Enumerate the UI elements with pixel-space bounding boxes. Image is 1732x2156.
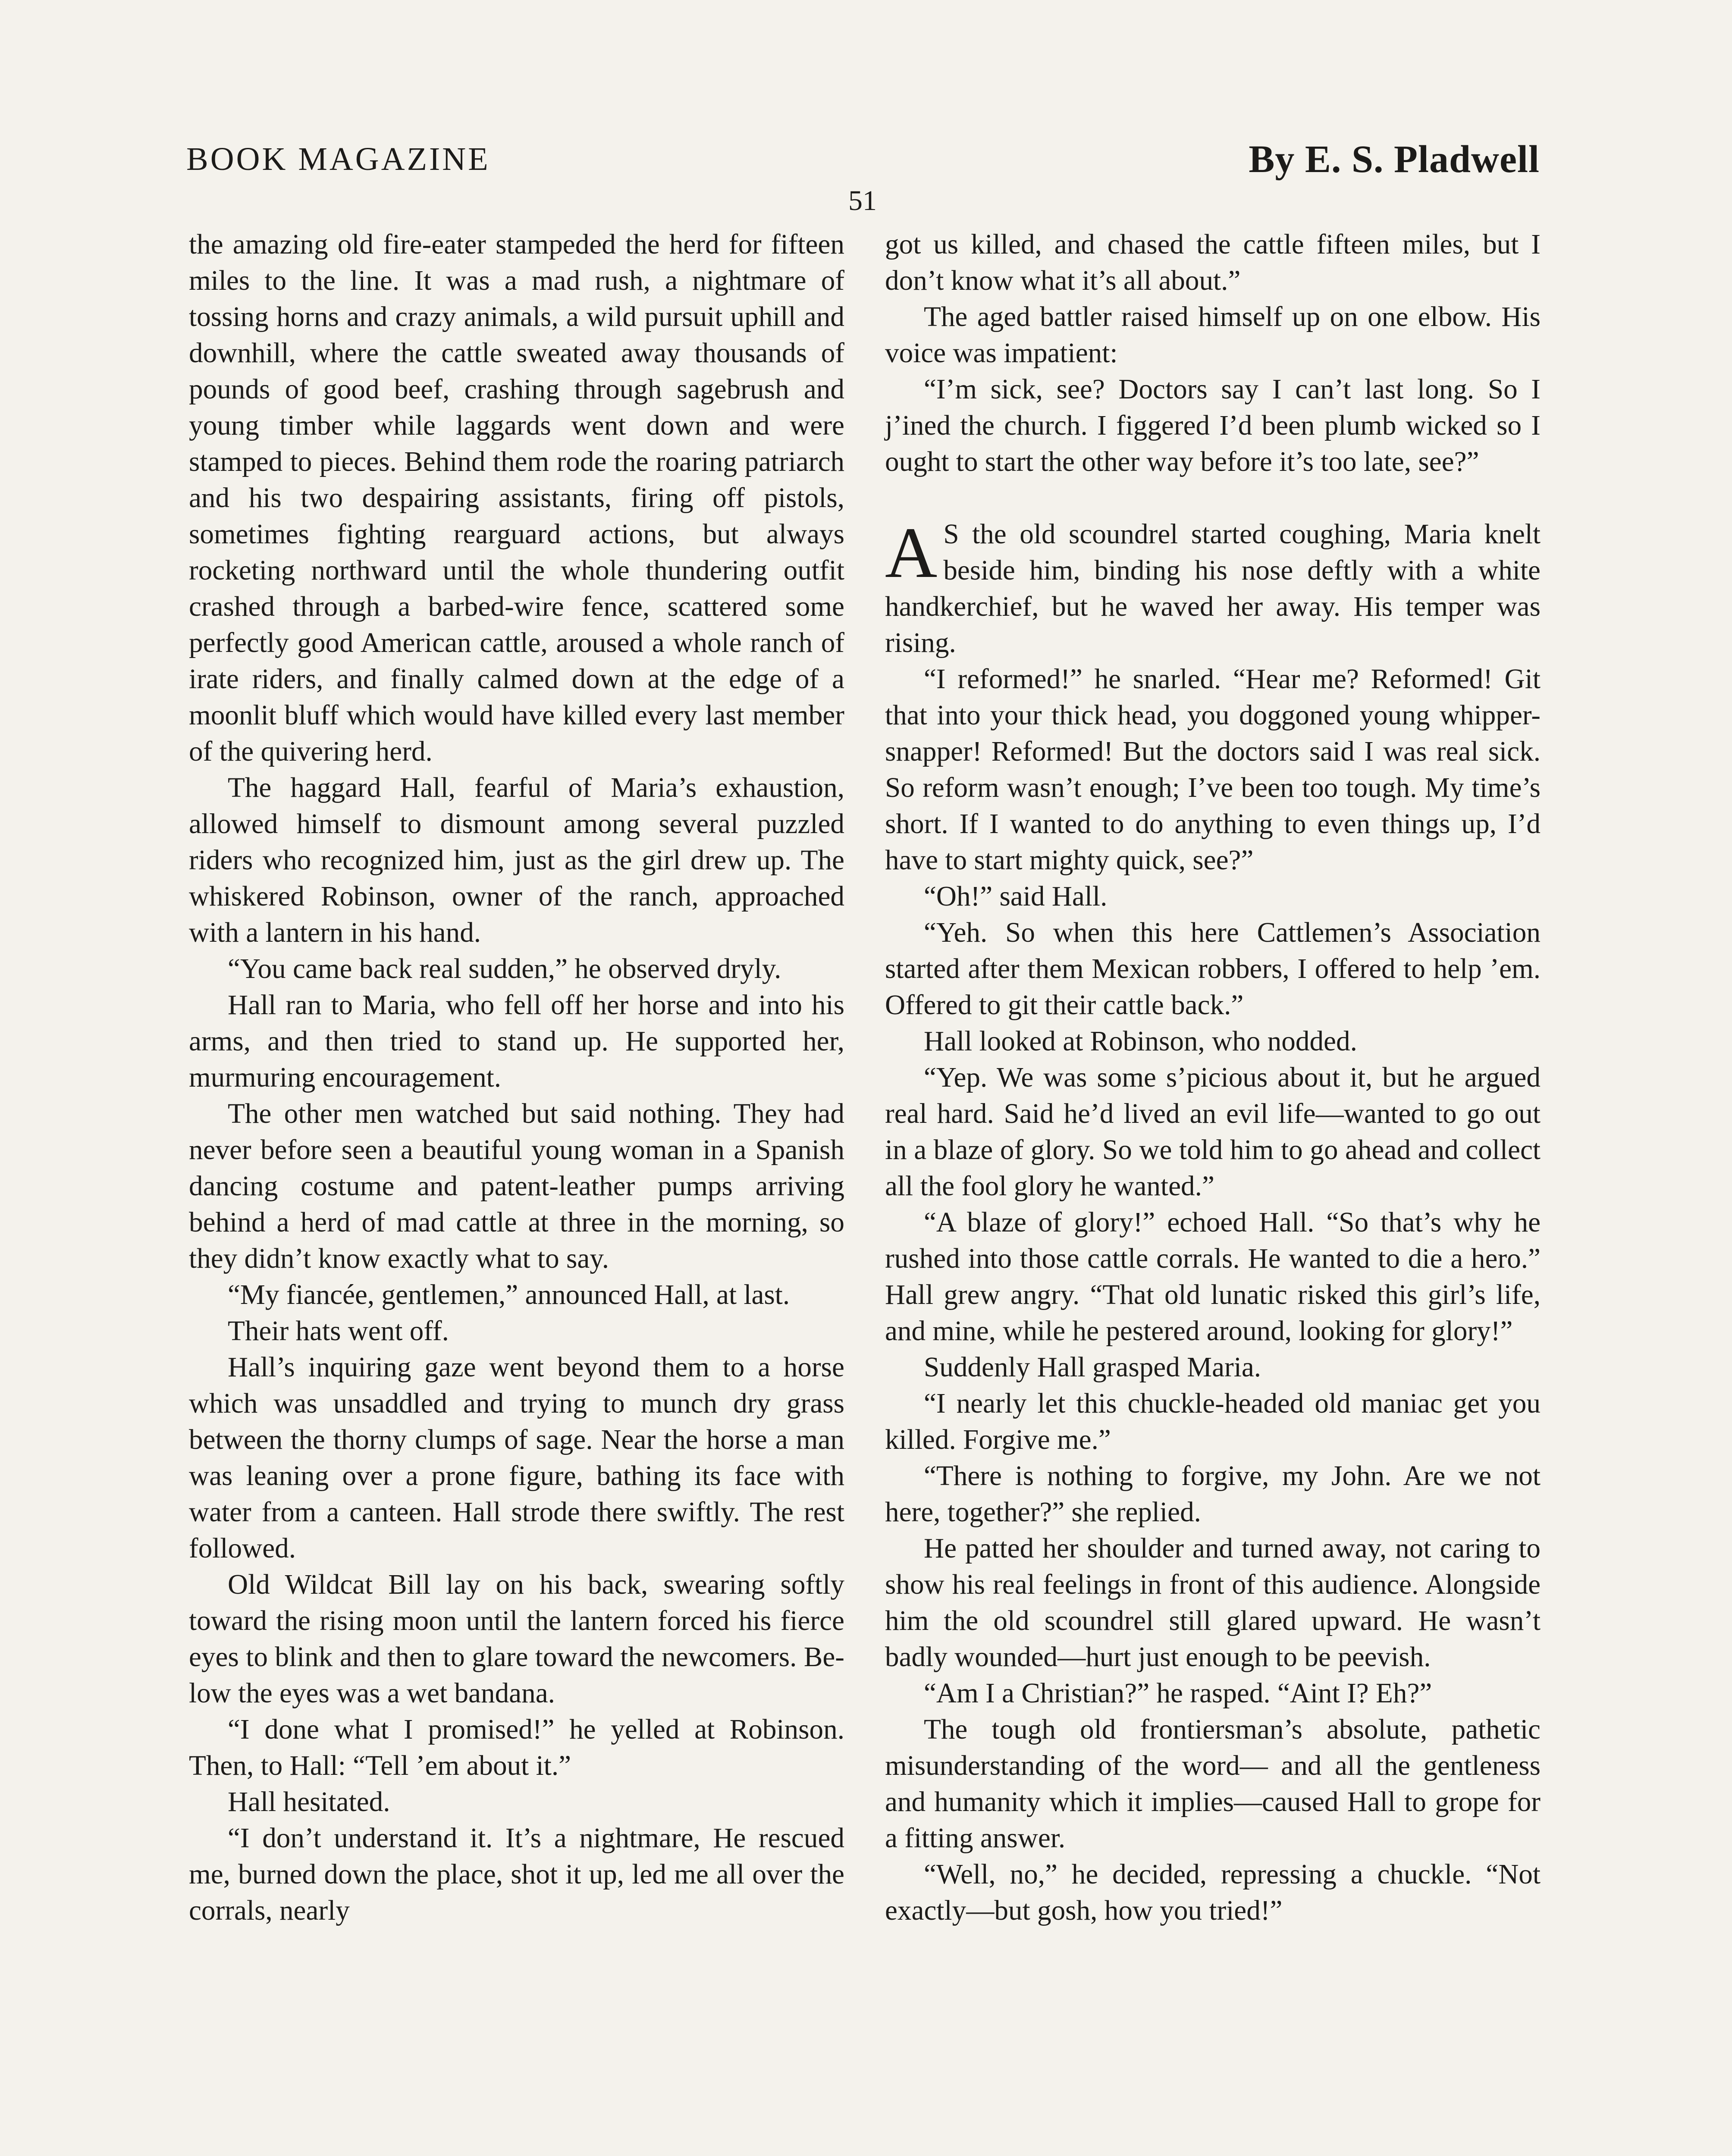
paragraph: “A blaze of glory!” echoed Hall. “So that’s why he rushed into those cattle corrals. He wanted to die a hero.” Hall grew angry. “That old lunatic risked this girl’s life, and mine, while he pestered around, looking for glory!”	[885, 1207, 1541, 1347]
paragraph: “I’m sick, see? Doctors say I can’t last long. So I j’ined the church. I figgered I’d been plumb wicked so I ought to start the other way before it’s too late, see?”	[885, 374, 1541, 477]
paragraph: “I done what I promised!” he yelled at Robinson. Then, to Hall: “Tell ’em about it.”	[189, 1714, 844, 1781]
paragraph: “Well, no,” he decided, repressing a chuckle. “Not exactly—but gosh, how you tried!”	[885, 1859, 1541, 1926]
paragraph: Hall hesitated.	[228, 1786, 390, 1818]
paragraph: Hall’s inquiring gaze went beyond them to a horse which was unsaddled and trying to munch dry grass between the thorny clumps of sage. Near the horse a man was leaning over a prone figure, bathing its face with water from a canteen. Hall strode there swiftly. The rest followed.	[189, 1352, 844, 1564]
paragraph: “My fiancée, gentlemen,” announced Hall, at last.	[228, 1279, 790, 1310]
paragraph: The aged battler raised himself up on one elbow. His voice was impatient:	[885, 301, 1541, 369]
paragraph: “You came back real sudden,” he observed dryly.	[228, 953, 781, 984]
author-byline: By E. S. Pladwell	[1249, 138, 1540, 181]
paragraph: got us killed, and chased the cattle fifteen miles, but I don’t know what it’s all about.”	[885, 229, 1541, 296]
paragraph: The tough old frontiersman’s absolute, pathetic misunderstanding of the word— and all the gentleness and humanity which it implies—caused Hall to grope for a fitting answer.	[885, 1714, 1541, 1854]
paragraph: “There is nothing to forgive, my John. Are we not here, together?” she replied.	[885, 1460, 1541, 1528]
right-column	[885, 226, 1541, 1929]
paragraph: “I don’t understand it. It’s a nightmare, He rescued me, burned down the place, shot it up, led me all over the corrals, nearly	[189, 1823, 844, 1926]
publication-title: BOOK MAGAZINE	[186, 141, 490, 177]
paragraph: Suddenly Hall grasped Maria.	[924, 1352, 1261, 1383]
drop-cap: A	[885, 513, 938, 593]
left-column	[189, 226, 844, 1929]
paragraph-text: S the old scoundrel started coughing, Maria knelt beside him, binding his nose deftly with a white handkerchief, but he waved her away. His temper was rising.	[885, 519, 1541, 658]
paragraph: the amazing old fire-eater stampeded the herd for fifteen miles to the line. It was a mad rush, a nightmare of tossing horns and crazy animals, a wild pursuit uphill and downhill, where the cattle sweated away thousands of pounds of good beef, crashing through sagebrush and young timber while laggards went down and were stamped to pieces. Behind them rode the roaring patriarch and his two despairing assistants, firing off pistols, sometimes fighting rearguard actions, but always rocketing northward until the whole thundering outfit crashed through a barbed-wire fence, scattered some perfectly good American cattle, aroused a whole ranch of irate riders, and finally calmed down at the edge of a moonlit bluff which would have killed every last member of the quivering herd.	[189, 229, 844, 767]
paragraph: “Am I a Christian?” he rasped. “Aint I? Eh?”	[924, 1678, 1432, 1709]
paragraph: The other men watched but said nothing. They had never before seen a beautiful young woman in a Spanish dancing costume and patent-leather pumps arriving behind a herd of mad cattle at three in the morning, so they didn’t know exactly what to say.	[189, 1098, 844, 1274]
paragraph: Their hats went off.	[228, 1316, 449, 1347]
running-head	[186, 137, 1540, 185]
paragraph: “Yeh. So when this here Cattlemen’s Association started after them Mexican robbers, I offered to help ’em. Offered to git their cattle back.”	[885, 917, 1541, 1021]
paragraph: “I reformed!” he snarled. “Hear me? Reformed! Git that into your thick head, you doggoned young whipper-snapper! Reformed! But the doctors said I was real sick. So reform wasn’t enough; I’ve been too tough. My time’s short. If I wanted to do anything to even things up, I’d have to start mighty quick, see?”	[885, 664, 1541, 876]
paragraph: Old Wildcat Bill lay on his back, swearing softly toward the rising moon until the lantern forced his fierce eyes to blink and then to glare toward the newcomers. Below the eyes was a wet bandana.	[189, 1569, 844, 1709]
paragraph: “I nearly let this chuckle-headed old maniac get you killed. Forgive me.”	[885, 1388, 1541, 1455]
paragraph: Hall ran to Maria, who fell off her horse and into his arms, and then tried to stand up. He supported her, murmuring encouragement.	[189, 990, 844, 1093]
page-number: 51	[848, 185, 877, 216]
paragraph: The haggard Hall, fearful of Maria’s exhaustion, allowed himself to dismount among several puzzled riders who recognized him, just as the girl drew up. The whiskered Robinson, owner of the ranch, approached with a lantern in his hand.	[189, 772, 844, 948]
paragraph: Hall looked at Robinson, who nodded.	[924, 1026, 1357, 1057]
paragraph: “Oh!” said Hall.	[924, 881, 1108, 912]
paragraph: He patted her shoulder and turned away, not caring to show his real feelings in front of this audience. Alongside him the old scoundrel still glared upward. He wasn’t badly wounded—hurt just enough to be peevish.	[885, 1533, 1541, 1673]
section-start-paragraph	[885, 513, 1541, 661]
paragraph: “Yep. We was some s’picious about it, but he argued real hard. Said he’d lived an evil life—wanted to go out in a blaze of glory. So we told him to go ahead and collect all the fool glory he wanted.”	[885, 1062, 1541, 1202]
